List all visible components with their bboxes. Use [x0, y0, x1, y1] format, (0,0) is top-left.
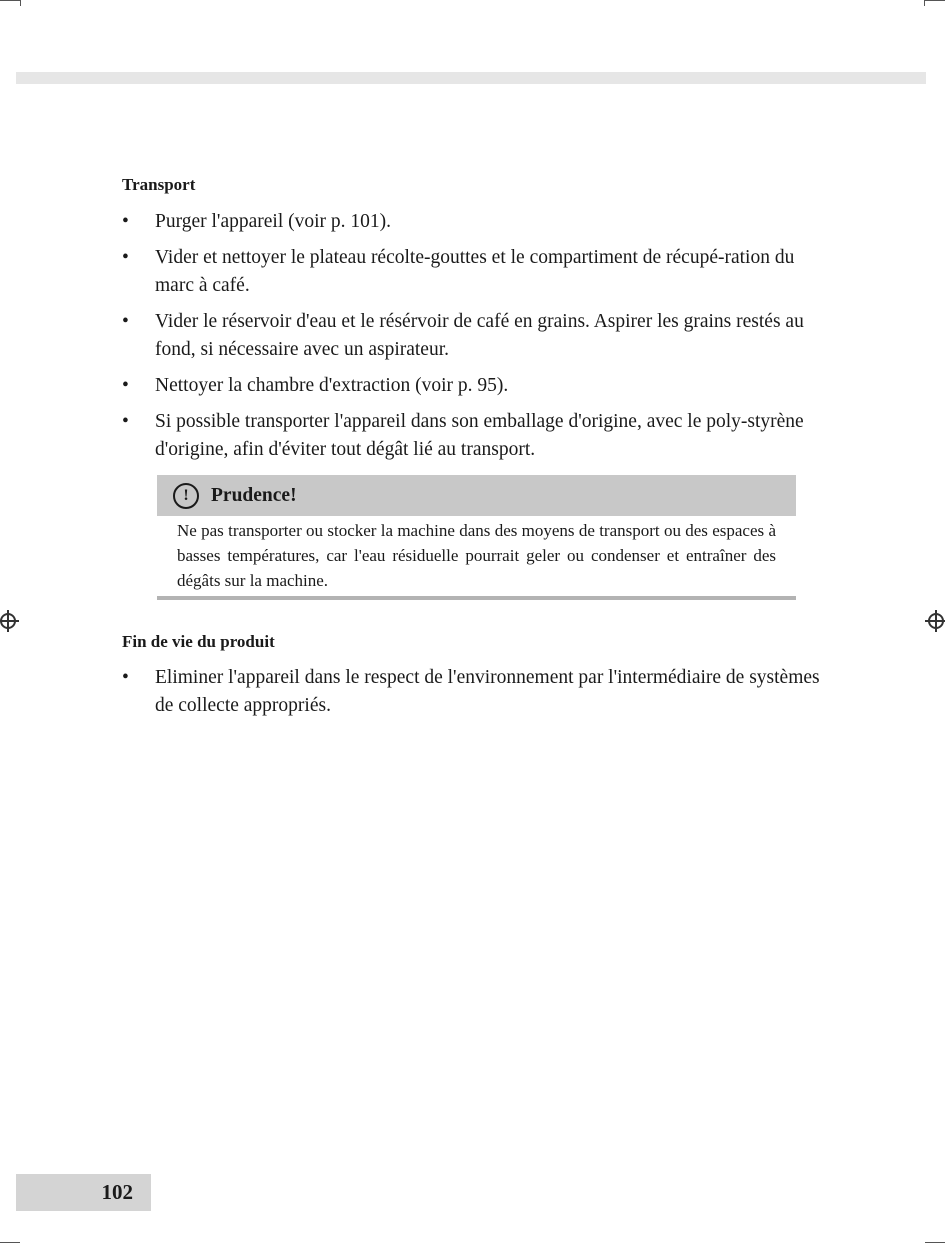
crop-mark: [20, 0, 21, 6]
list-item-text: Nettoyer la chambre d'extraction (voir p. 95).: [155, 375, 509, 396]
crop-mark: [925, 1242, 945, 1243]
caution-box: [157, 475, 796, 600]
list-item-text: Vider et nettoyer le plateau récolte-gouttes et le compartiment de récupé-ration du marc à café.: [155, 247, 795, 296]
crop-mark: [925, 0, 945, 1]
crop-mark: [924, 0, 925, 6]
list-item: [122, 244, 822, 300]
crop-mark: [0, 0, 20, 1]
list-item-text: Eliminer l'appareil dans le respect de l'environnement par l'intermédiaire de systèmes de collecte appropriés.: [155, 667, 820, 716]
list-item-text: Purger l'appareil (voir p. 101).: [155, 211, 392, 232]
page-number: 102: [16, 1174, 151, 1211]
header-rule: [16, 72, 926, 84]
bullet-icon: •: [122, 211, 129, 232]
caution-header: [157, 475, 796, 516]
section-title-transport: Transport: [122, 175, 196, 194]
caution-bottom-rule: [157, 596, 796, 600]
bullet-icon: •: [122, 667, 129, 688]
list-item: [122, 208, 822, 236]
list-item: [122, 664, 822, 720]
end-of-life-list: [122, 664, 822, 728]
bullet-icon: •: [122, 411, 129, 432]
list-item-text: Vider le réservoir d'eau et le résérvoir de café en grains. Aspirer les grains restés au fond, si nécessaire avec un aspirateur.: [155, 311, 804, 360]
caution-title: Prudence!: [211, 484, 297, 506]
crop-mark: [0, 1242, 20, 1243]
bullet-icon: •: [122, 375, 129, 396]
transport-list: [122, 208, 822, 472]
section-title-end-of-life: Fin de vie du produit: [122, 632, 275, 651]
list-item: [122, 308, 822, 364]
list-item-text: Si possible transporter l'appareil dans son emballage d'origine, avec le poly-styrène d'origine, afin d'éviter tout dégât lié au transport.: [155, 411, 804, 460]
bullet-icon: •: [122, 311, 129, 332]
bullet-icon: •: [122, 247, 129, 268]
registration-mark-icon: [928, 613, 944, 629]
list-item: [122, 408, 822, 464]
caution-text: Ne pas transporter ou stocker la machine dans des moyens de transport ou des espaces à basses températures, car l'eau résiduelle pourrait geler ou condenser et entraîner des dégâts sur la machine.: [177, 521, 776, 590]
list-item: [122, 372, 822, 400]
warning-icon: !: [173, 483, 199, 509]
registration-mark-icon: [0, 613, 16, 629]
